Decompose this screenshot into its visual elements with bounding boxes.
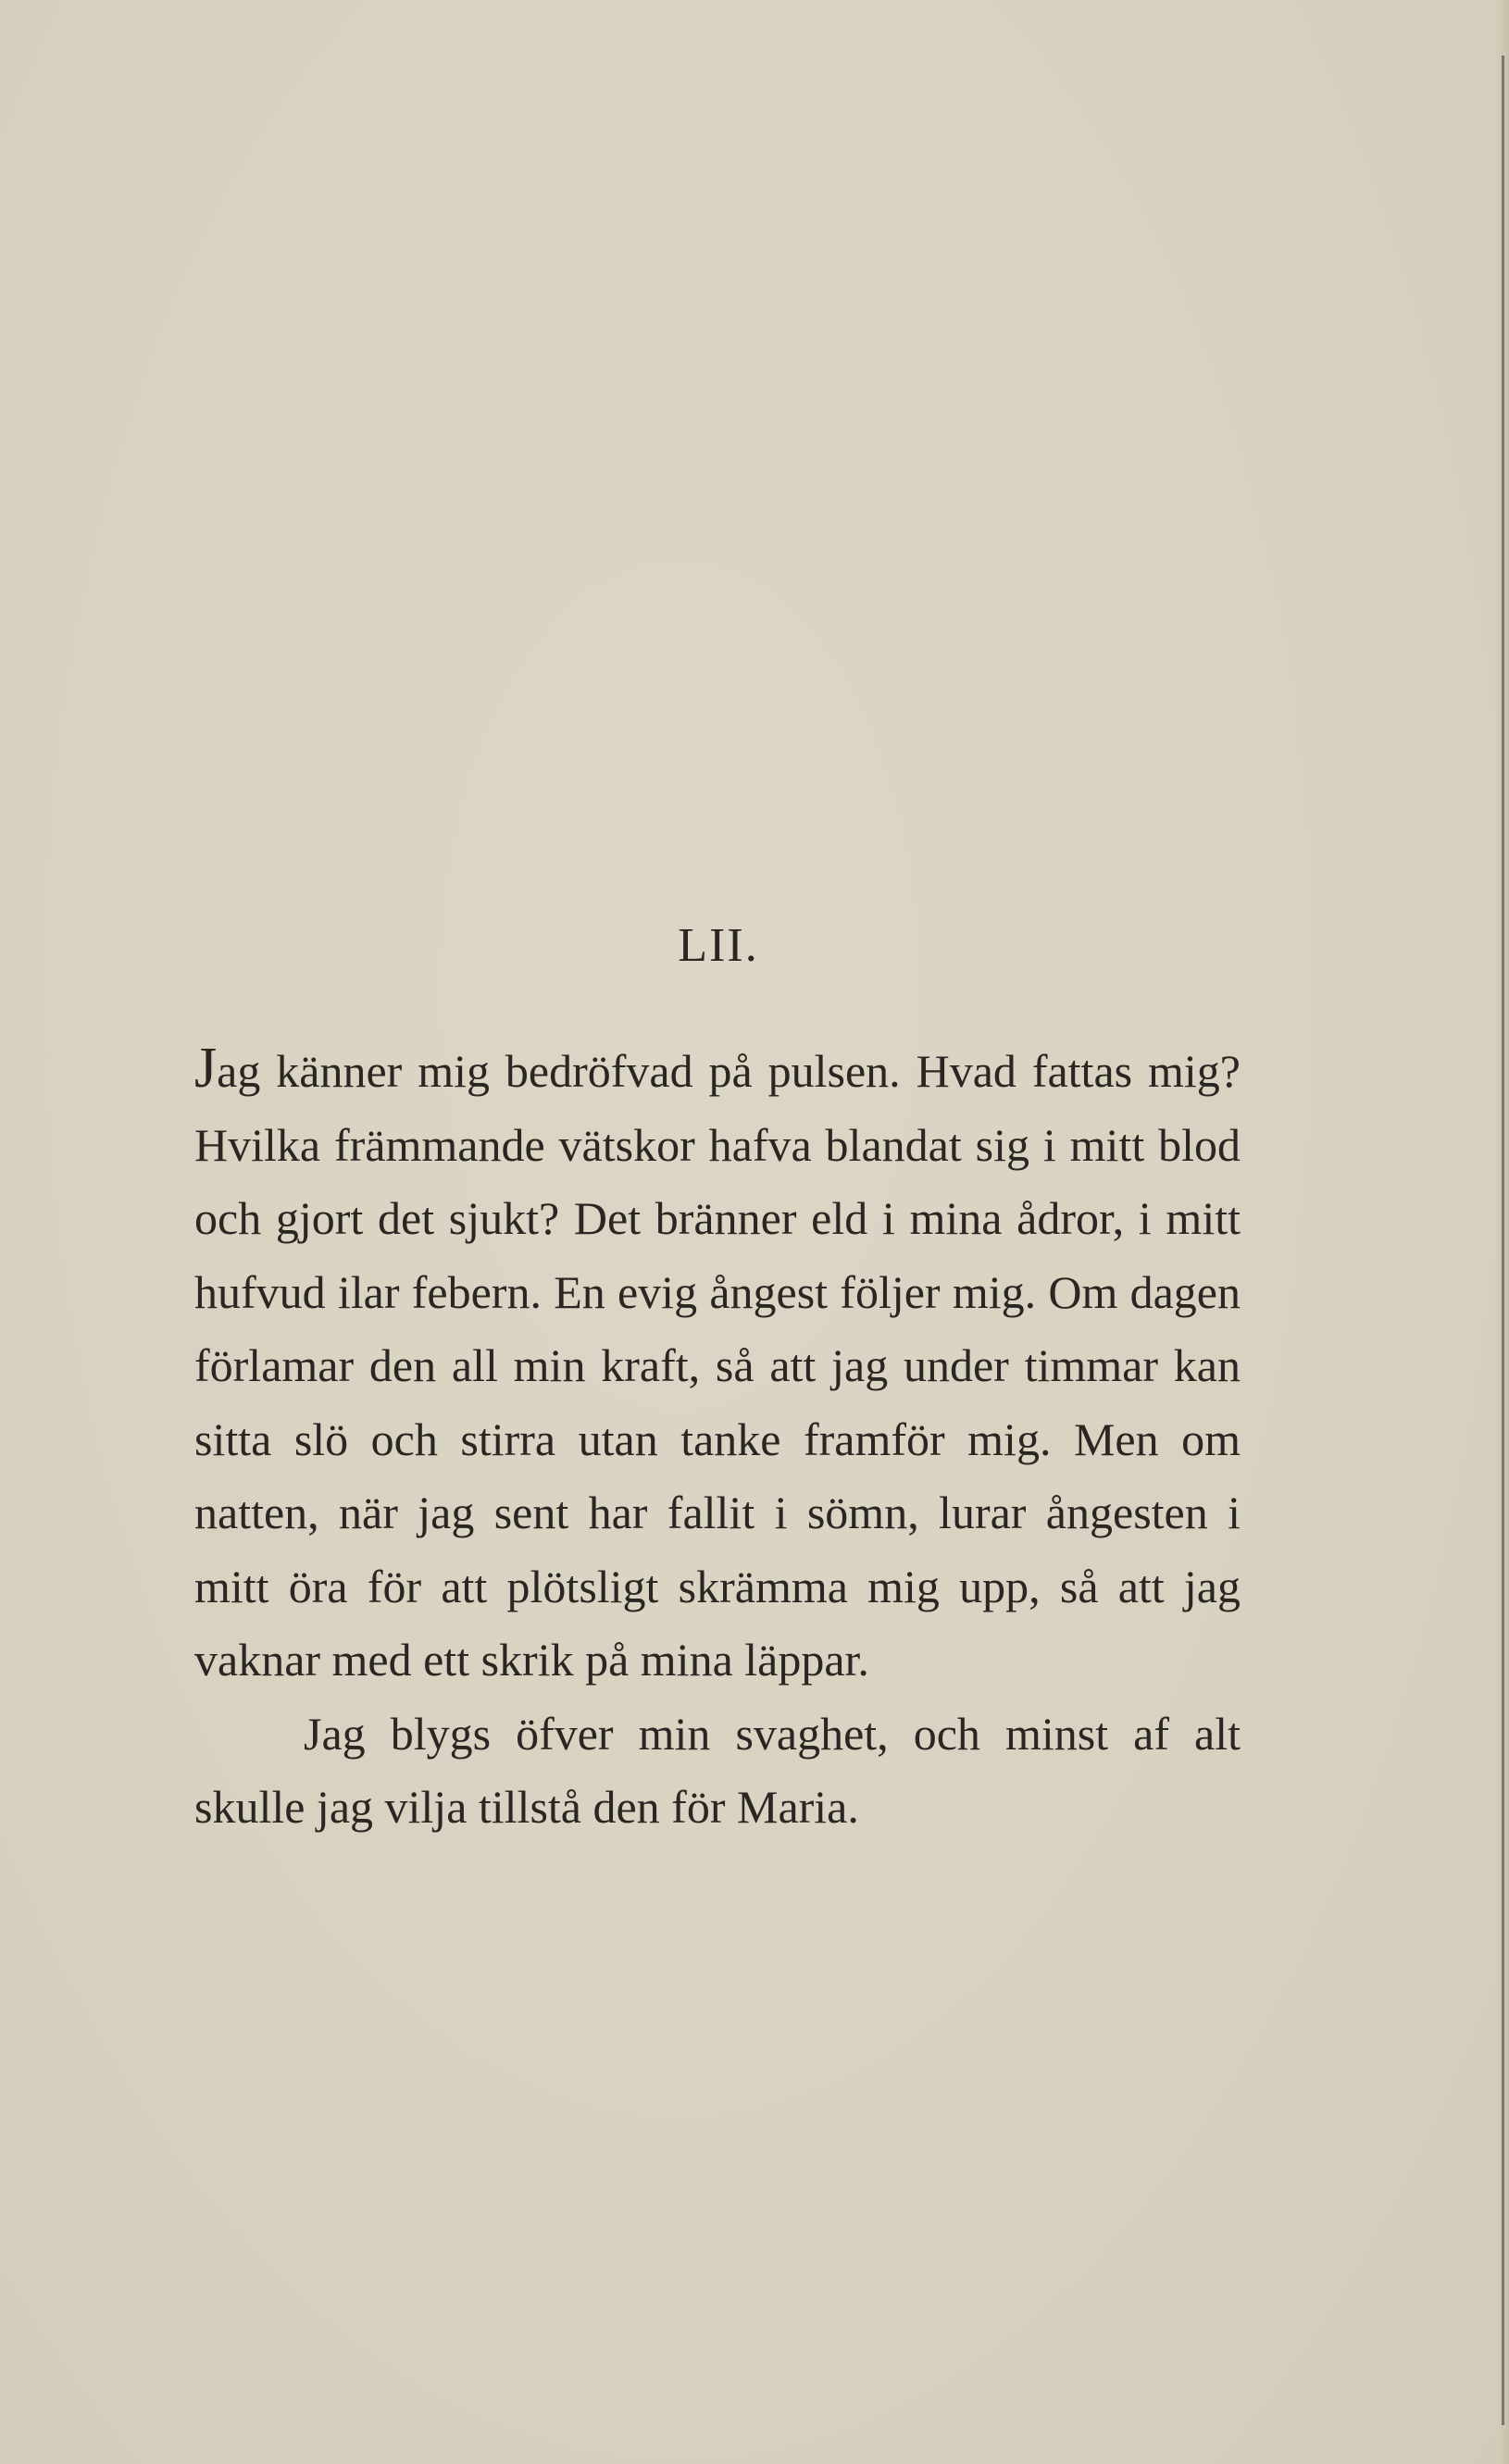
paragraph-2: Jag blygs öfver min svaghet, och minst af alt skulle jag vilja tillstå den för Maria. (194, 1707, 1241, 1833)
initial-letter: J (194, 1037, 218, 1100)
paragraph-1 (194, 1035, 1241, 1698)
body-text (194, 1035, 1241, 1845)
paragraph-1-text: ag känner mig bedröfvad på pulsen. Hvad fattas mig? Hvilka främmande vätskor hafva blandat sig i mitt blod och gjort det sjukt? Det bränner eld i mina ådror, i mitt hufvud ilar febern. En evig ångest följer mig. Om dagen förlamar den all min kraft, så att jag under timmar kan sitta slö och stirra utan tanke framför mig. Men om natten, när jag sent har fallit i sömn, lurar ångesten i mitt öra för att plötsligt skrämma mig upp, så att jag vaknar med ett skrik på mina läppar. (194, 1045, 1241, 1686)
chapter-heading: LII. (678, 919, 759, 972)
binding-shadow (1502, 56, 1504, 2425)
